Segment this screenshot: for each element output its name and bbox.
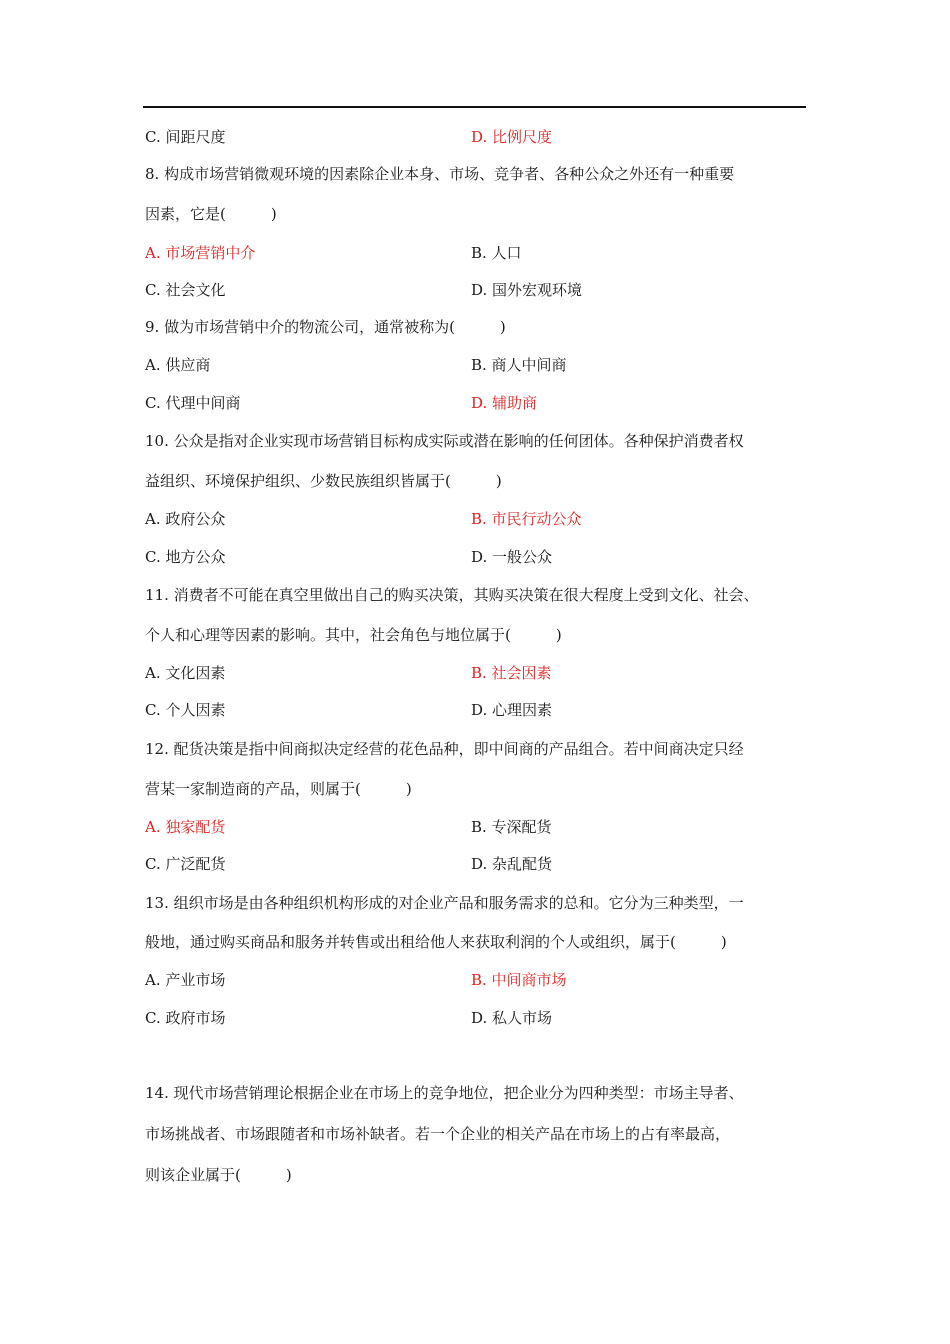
question-8-line-1: 8. 构成市场营销微观环境的因素除企业本身、市场、竞争者、各种公众之外还有一种重要 — [145, 165, 735, 183]
option-b-q12: B. 专深配货 — [471, 818, 552, 836]
option-d-q9-answer: D. 辅助商 — [471, 394, 538, 412]
option-a-q11: A. 文化因素 — [145, 664, 226, 682]
question-10-line-2: 益组织、环境保护组织、少数民族组织皆属于( ) — [145, 472, 502, 490]
option-a-q10: A. 政府公众 — [145, 510, 226, 528]
question-14-line-1: 14. 现代市场营销理论根据企业在市场上的竞争地位，把企业分为四种类型：市场主导者、 — [145, 1084, 744, 1102]
option-b-q10-answer: B. 市民行动公众 — [471, 510, 582, 528]
option-c-q10: C. 地方公众 — [145, 548, 226, 566]
option-d-q7-answer: D. 比例尺度 — [471, 128, 553, 146]
question-11-line-1: 11. 消费者不可能在真空里做出自己的购买决策，其购买决策在很大程度上受到文化、社会、 — [145, 586, 759, 604]
option-d-q12: D. 杂乱配货 — [471, 855, 553, 873]
option-b-q11-answer: B. 社会因素 — [471, 664, 552, 682]
option-b-q8: B. 人口 — [471, 244, 522, 262]
question-8-line-2: 因素，它是( ) — [145, 205, 277, 223]
option-b-q9: B. 商人中间商 — [471, 356, 567, 374]
question-9-line-1: 9. 做为市场营销中介的物流公司，通常被称为( ) — [145, 318, 506, 336]
question-10-line-1: 10. 公众是指对企业实现市场营销目标构成实际或潜在影响的任何团体。各种保护消费者权 — [145, 432, 744, 450]
option-c-q12: C. 广泛配货 — [145, 855, 226, 873]
option-c-q9: C. 代理中间商 — [145, 394, 241, 412]
option-d-q13: D. 私人市场 — [471, 1009, 553, 1027]
question-12-line-2: 营某一家制造商的产品，则属于( ) — [145, 780, 412, 798]
option-d-q11: D. 心理因素 — [471, 701, 553, 719]
question-14-line-3: 则该企业属于( ) — [145, 1166, 292, 1184]
option-a-q12-answer: A. 独家配货 — [145, 818, 226, 836]
header-rule — [143, 106, 806, 108]
option-d-q10: D. 一般公众 — [471, 548, 553, 566]
question-13-line-1: 13. 组织市场是由各种组织机构形成的对企业产品和服务需求的总和。它分为三种类型，一 — [145, 894, 744, 912]
question-12-line-1: 12. 配货决策是指中间商拟决定经营的花色品种，即中间商的产品组合。若中间商决定只经 — [145, 740, 744, 758]
option-a-q13: A. 产业市场 — [145, 971, 226, 989]
option-b-q13-answer: B. 中间商市场 — [471, 971, 567, 989]
option-a-q9: A. 供应商 — [145, 356, 211, 374]
question-11-line-2: 个人和心理等因素的影响。其中，社会角色与地位属于( ) — [145, 626, 562, 644]
option-c-q11: C. 个人因素 — [145, 701, 226, 719]
option-d-q8: D. 国外宏观环境 — [471, 281, 583, 299]
option-c-q7: C. 间距尺度 — [145, 128, 226, 146]
option-c-q8: C. 社会文化 — [145, 281, 226, 299]
option-c-q13: C. 政府市场 — [145, 1009, 226, 1027]
option-a-q8-answer: A. 市场营销中介 — [145, 244, 256, 262]
question-14-line-2: 市场挑战者、市场跟随者和市场补缺者。若一个企业的相关产品在市场上的占有率最高， — [145, 1125, 731, 1143]
question-13-line-2: 般地，通过购买商品和服务并转售或出租给他人来获取利润的个人或组织，属于( ) — [145, 933, 727, 951]
